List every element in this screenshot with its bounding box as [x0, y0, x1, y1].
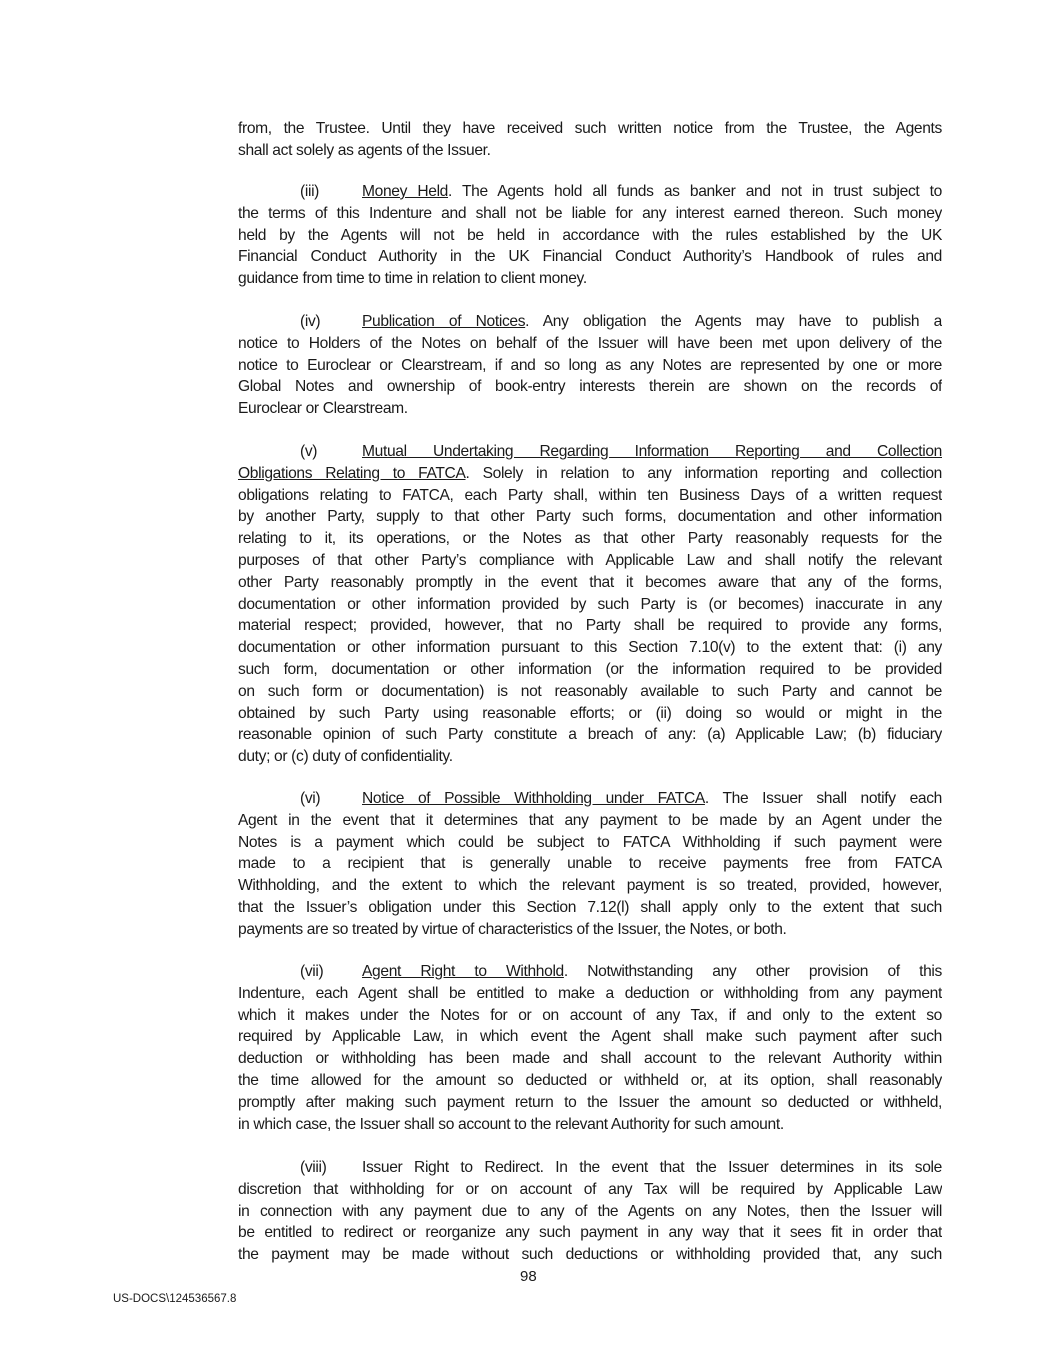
section-number: (vii)	[300, 963, 324, 980]
text-line: promptly after making such payment return to the Issuer the amount so deducted or withheld,	[238, 1093, 942, 1111]
first-line-text	[362, 441, 942, 463]
first-line-text	[362, 788, 942, 810]
paragraph	[238, 788, 942, 941]
paragraph-first-line	[238, 181, 942, 203]
first-line-text	[362, 181, 942, 203]
text-line: made to a recipient that is generally unable to receive payments free from FATCA	[238, 855, 942, 873]
text-line: Agent in the event that it determines that any payment to be made by an Agent under the	[238, 811, 942, 829]
section-heading: Mutual Undertaking Regarding Information Reporting and Collection	[362, 443, 942, 460]
section-number: (viii)	[300, 1159, 327, 1176]
text-line: deduction or withholding has been made and shall account to the relevant Authority within	[238, 1050, 942, 1068]
section-heading-continued: Obligations Relating to FATCA	[238, 464, 466, 482]
body-text: . Notwithstanding any other provision of this	[563, 963, 942, 980]
paragraph-first-line	[238, 788, 942, 810]
text-line: documentation or other information provided by such Party is (or becomes) inaccurate in any	[238, 595, 942, 613]
section-heading: Issuer Right to Redirect	[362, 1159, 540, 1176]
paragraph	[238, 118, 942, 162]
text-line: on such form or documentation) is not reasonably available to such Party and cannot be	[238, 682, 942, 700]
text-line: other Party reasonably promptly in the event that it becomes aware that any of the forms,	[238, 573, 942, 591]
text-line: material respect; provided, however, that no Party shall be required to provide any forms,	[238, 617, 942, 635]
text-line: documentation or other information pursuant to this Section 7.10(v) to the extent that: (i) any	[238, 639, 942, 657]
text-line: Indenture, each Agent shall be entitled to make a deduction or withholding from any payment	[238, 984, 942, 1002]
text-line: shall act solely as agents of the Issuer.	[238, 141, 491, 159]
section-number: (iii)	[300, 183, 320, 200]
text-line: notice to Euroclear or Clearstream, if and so long as any Notes are represented by one or more	[238, 356, 942, 374]
body-text: . Any obligation the Agents may have to publish a	[525, 313, 942, 330]
text-line: guidance from time to time in relation to client money.	[238, 270, 587, 288]
text-line: purposes of that other Party’s compliance with Applicable Law and shall notify the relevant	[238, 551, 942, 569]
text-line: required by Applicable Law, in which event the Agent shall make such payment after such	[238, 1028, 942, 1046]
text-line: in which case, the Issuer shall so account to the relevant Authority for such amount.	[238, 1115, 784, 1133]
section-heading: Notice of Possible Withholding under FATCA	[362, 790, 705, 807]
paragraph	[238, 311, 942, 420]
text-line: discretion that withholding for or on account of any Tax will be required by Applicable Law	[238, 1180, 942, 1198]
text-line: Euroclear or Clearstream.	[238, 400, 408, 418]
body-text: . In the event that the Issuer determines in its sole	[539, 1159, 942, 1176]
paragraph	[238, 961, 942, 1135]
page-number: 98	[520, 1268, 537, 1285]
text-line: Notes is a payment which could be subject to FATCA Withholding if such payment were	[238, 833, 942, 851]
text-line: held by the Agents will not be held in accordance with the rules established by the UK	[238, 226, 942, 244]
section-number: (vi)	[300, 790, 321, 807]
text-line: Global Notes and ownership of book-entry interests therein are shown on the records of	[238, 378, 942, 396]
section-number: (iv)	[300, 313, 321, 330]
first-line-text	[362, 1157, 942, 1179]
text-line: payments are so treated by virtue of characteristics of the Issuer, the Notes, or both.	[238, 920, 787, 938]
text-line: Withholding, and the extent to which the relevant payment is so treated, provided, however,	[238, 877, 942, 895]
body-text: . The Issuer shall notify each	[704, 790, 942, 807]
text-line: that the Issuer’s obligation under this Section 7.12(l) shall apply only to the extent that such	[238, 898, 942, 916]
first-line-text	[362, 961, 942, 983]
section-heading: Agent Right to Withhold	[362, 963, 564, 980]
body-text: . Solely in relation to any information reporting and collection	[465, 464, 942, 482]
paragraph-first-line	[238, 441, 942, 463]
text-line: which it makes under the Notes for or on account of any Tax, if and only to the extent so	[238, 1006, 942, 1024]
text-line: from, the Trustee. Until they have received such written notice from the Trustee, the Agents	[238, 120, 942, 137]
text-line: relating to it, its operations, or the Notes as that other Party reasonably requests for the	[238, 530, 942, 548]
text-line: in connection with any payment due to any of the Agents on any Notes, then the Issuer will	[238, 1202, 942, 1220]
text-line: obtained by such Party using reasonable efforts; or (ii) doing so would or might in the	[238, 704, 942, 722]
paragraph	[238, 181, 942, 290]
text-line: duty; or (c) duty of confidentiality.	[238, 748, 453, 766]
paragraph-first-line	[238, 1157, 942, 1179]
text-line: Financial Conduct Authority in the UK Financial Conduct Authority’s Handbook of rules and	[238, 248, 942, 266]
text-line: notice to Holders of the Notes on behalf of the Issuer will have been met upon delivery of the	[238, 334, 942, 352]
paragraph	[238, 441, 942, 768]
body-text: . The Agents hold all funds as banker and not in trust subject to	[448, 183, 942, 200]
first-line-text	[362, 311, 942, 333]
paragraph-first-line	[238, 311, 942, 333]
paragraph-first-line	[238, 961, 942, 983]
text-line: be entitled to redirect or reorganize any such payment in any way that it sees fit in order that	[238, 1224, 942, 1242]
document-id-footer: US-DOCS\124536567.8	[113, 1293, 237, 1305]
text-line: such form, documentation or other information (or the information required to be provided	[238, 660, 942, 678]
paragraph	[238, 1157, 942, 1266]
text-line: the payment may be made without such deductions or withholding provided that, any such	[238, 1246, 942, 1264]
section-heading: Money Held	[362, 183, 449, 200]
text-line: the terms of this Indenture and shall not be liable for any interest earned thereon. Such money	[238, 204, 942, 222]
text-line: by another Party, supply to that other Party such forms, documentation and other information	[238, 508, 942, 526]
section-number: (v)	[300, 443, 318, 460]
text-line	[238, 463, 942, 485]
text-line: reasonable opinion of such Party constitute a breach of any: (a) Applicable Law; (b) fiduciary	[238, 726, 942, 744]
text-line: obligations relating to FATCA, each Party shall, within ten Business Days of a written request	[238, 486, 942, 504]
text-line: the time allowed for the amount so deducted or withheld or, at its option, shall reasonably	[238, 1071, 942, 1089]
section-heading: Publication of Notices	[362, 313, 526, 330]
